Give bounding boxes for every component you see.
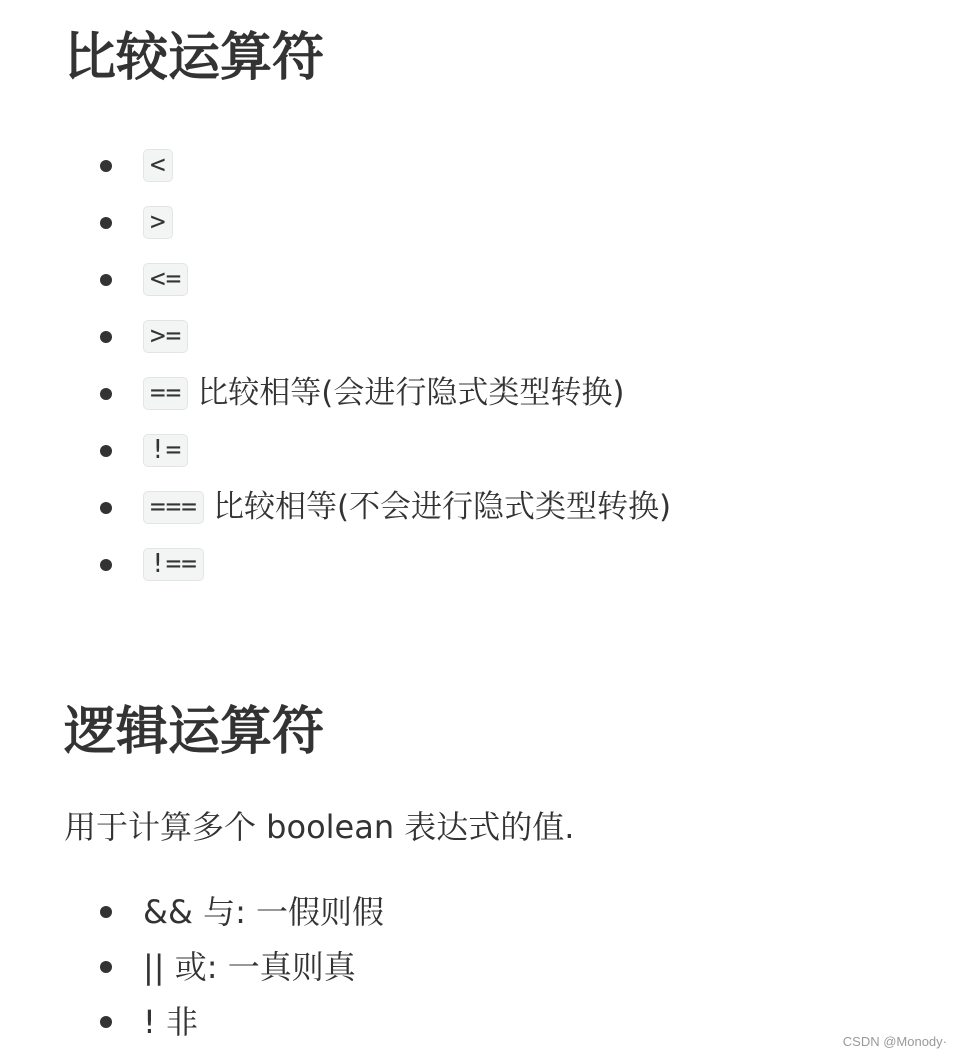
operator-code: !== [143,548,204,581]
bullet-icon [100,160,112,172]
list-item [64,137,671,194]
list-item [64,251,671,308]
list-item [64,194,671,251]
bullet-icon [100,1016,112,1028]
bullet-icon [100,906,112,918]
bullet-icon [100,274,112,286]
list-item [64,365,671,422]
logical-operator-text: && 与: 一假则假 [143,892,385,931]
logical-operator-text: ! 非 [143,1002,199,1041]
operator-code: == [143,377,188,410]
comparison-operator-list [64,137,671,593]
list-item [64,422,671,479]
operator-code: <= [143,263,188,296]
bullet-icon [100,961,112,973]
list-item [64,536,671,593]
list-item [64,939,384,994]
bullet-icon [100,331,112,343]
operator-description: 比较相等(不会进行隐式类型转换) [212,489,672,525]
bullet-icon [100,217,112,229]
operator-code: >= [143,320,188,353]
operator-code: != [143,434,188,467]
operator-description: 比较相等(会进行隐式类型转换) [197,375,625,411]
logical-operator-text: || 或: 一真则真 [143,947,356,986]
operator-code: < [143,149,173,182]
list-item [64,994,384,1049]
bullet-icon [100,388,112,400]
section-intro-paragraph: 用于计算多个 boolean 表达式的值. [64,808,575,846]
operator-code: === [143,491,204,524]
logical-operator-list [64,884,384,1049]
operator-code: > [143,206,173,239]
bullet-icon [100,559,112,571]
list-item [64,884,384,939]
bullet-icon [100,502,112,514]
list-item [64,479,671,536]
section-heading-comparison: 比较运算符 [64,28,325,88]
watermark-text: CSDN @Monody· [842,1034,947,1049]
section-heading-logical: 逻辑运算符 [64,702,325,762]
bullet-icon [100,445,112,457]
list-item [64,308,671,365]
